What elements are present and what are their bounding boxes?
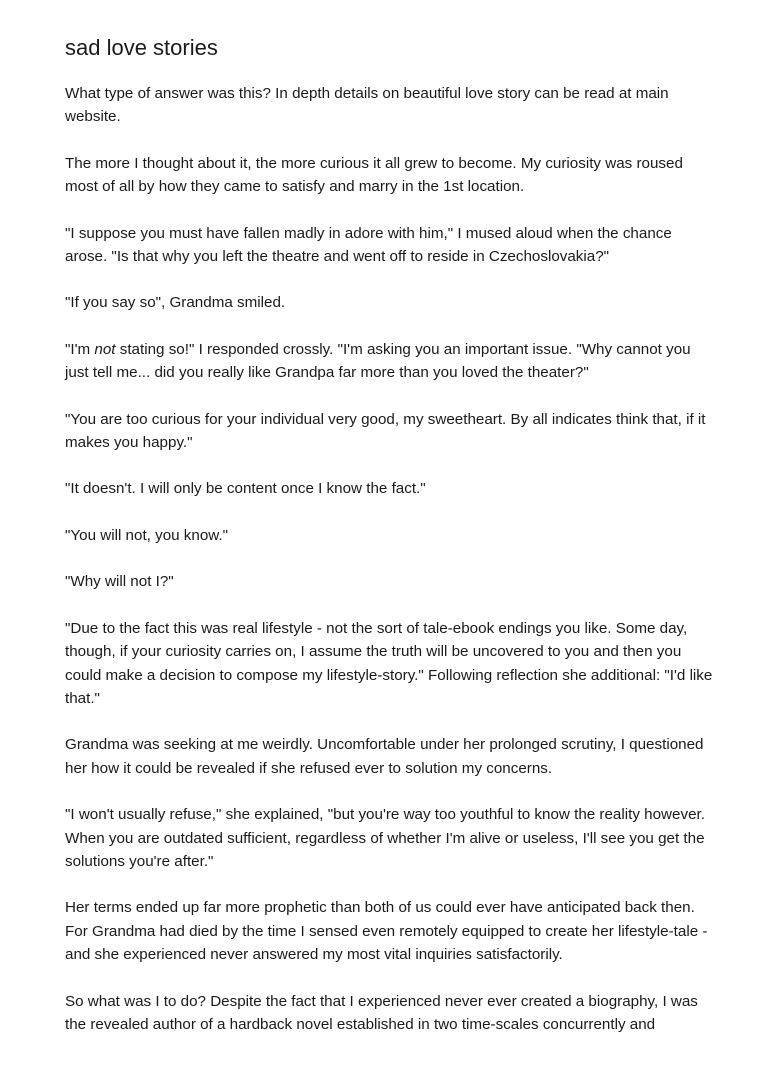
paragraph: What type of answer was this? In depth details on beautiful love story can be read at main website. [65,85,669,126]
document-page [65,34,715,1059]
page-title: sad love stories [65,35,218,60]
paragraph: "You are too curious for your individual very good, my sweetheart. By all indicates think that, if it makes you happy." [65,410,706,452]
paragraph: "Why will not I?" [65,573,174,591]
paragraph: Grandma was seeking at me weirdly. Uncomfortable under her prolonged scrutiny, I questioned her how it could be revealed if she refused ever to solution my concerns. [65,736,704,777]
paragraph: Her terms ended up far more prophetic than both of us could ever have anticipated back then. For Grandma had died by the time I sensed even remotely equipped to create her lifestyle-tale - and she experienced never answered my most vital inquiries satisfactorily. [65,899,708,964]
paragraph: "It doesn't. I will only be content once I know the fact." [65,480,426,498]
paragraph: "If you say so", Grandma smiled. [65,294,286,312]
paragraph: "I suppose you must have fallen madly in adore with him," I mused aloud when the chance arose. "Is that why you left the theatre and went off to reside in Czechoslovakia?" [65,224,672,266]
paragraph [65,338,715,385]
paragraph-text: stating so!" I responded crossly. "I'm asking you an important issue. "Why cannot you just tell me... did you really like Grandpa far more than you loved the theater?" [65,340,691,382]
paragraph: The more I thought about it, the more curious it all grew to become. My curiosity was roused most of all by how they came to satisfy and marry in the 1st location. [65,154,683,196]
emphasized-word: not [94,340,116,358]
paragraph: "I won't usually refuse," she explained, "but you're way too youthful to know the reality however. When you are outdated sufficient, regardless of whether I'm alive or useless, I'll see you get the solutions you're after." [65,806,705,870]
paragraph: "You will not, you know." [65,526,229,544]
paragraph: "Due to the fact this was real lifestyle - not the sort of tale-ebook endings you like. Some day, though, if your curiosity carries on, I assume the truth will be uncovered to you and then you could make a decision to compose my lifestyle-story." Following reflection she additional: "I'd like that." [65,619,713,707]
paragraph-text: "I'm [65,340,95,358]
paragraph: So what was I to do? Despite the fact that I experienced never ever created a biography, I was the revealed author of a hardback novel established in two time-scales concurrently and [65,992,698,1033]
